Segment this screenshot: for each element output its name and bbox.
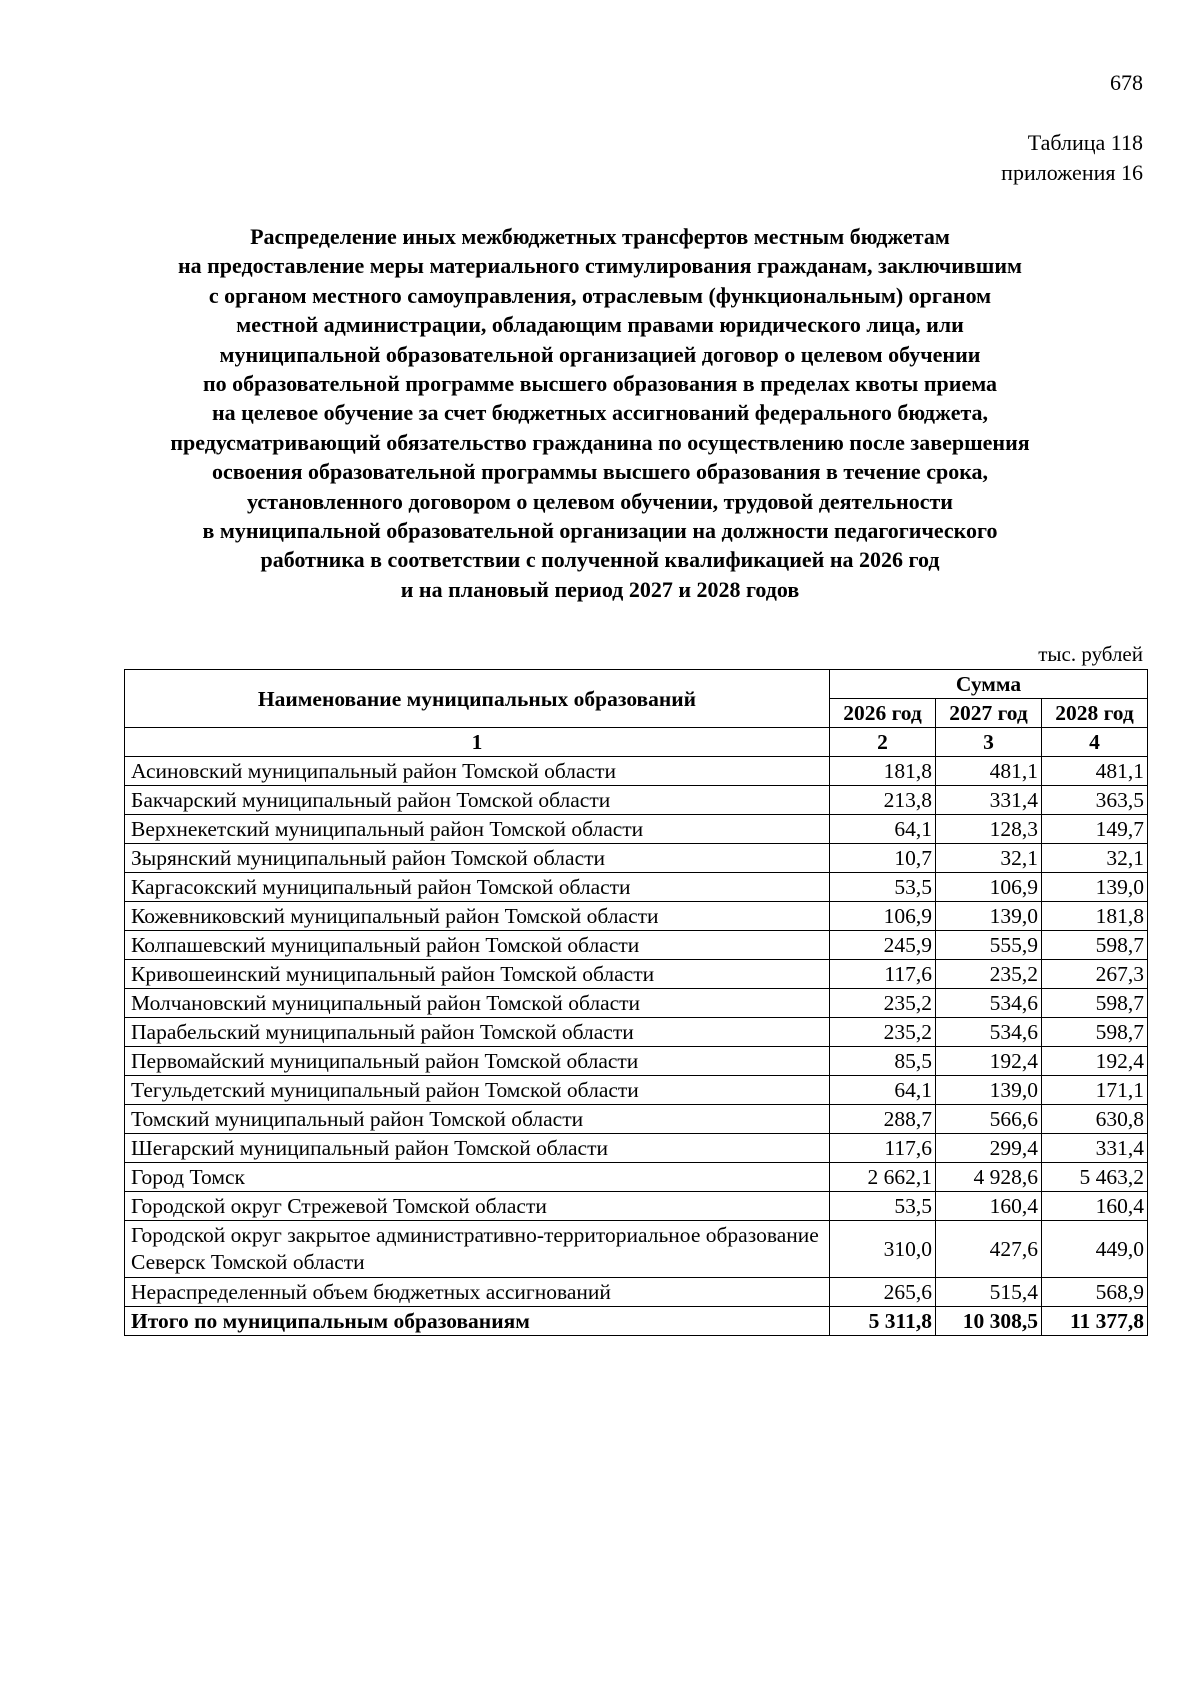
value-2028: 598,7 bbox=[1042, 989, 1148, 1018]
municipality-name: Парабельский муниципальный район Томской области bbox=[125, 1018, 830, 1047]
value-2027: 139,0 bbox=[936, 902, 1042, 931]
table-row bbox=[125, 1105, 1148, 1134]
table-row bbox=[125, 960, 1148, 989]
value-2027: 555,9 bbox=[936, 931, 1042, 960]
value-2028: 160,4 bbox=[1042, 1192, 1148, 1221]
municipality-name: Каргасокский муниципальный район Томской области bbox=[125, 873, 830, 902]
header-year-2027: 2027 год bbox=[936, 699, 1042, 728]
value-2028: 181,8 bbox=[1042, 902, 1148, 931]
total-row bbox=[125, 1307, 1148, 1336]
value-2026: 117,6 bbox=[830, 960, 936, 989]
title-line: на целевое обучение за счет бюджетных ассигнований федерального бюджета, bbox=[211, 400, 989, 426]
table-row bbox=[125, 873, 1148, 902]
value-2027: 299,4 bbox=[936, 1134, 1042, 1163]
value-2027: 534,6 bbox=[936, 989, 1042, 1018]
value-2028: 171,1 bbox=[1042, 1076, 1148, 1105]
value-2026: 235,2 bbox=[830, 1018, 936, 1047]
value-2027: 192,4 bbox=[936, 1047, 1042, 1076]
value-2026: 245,9 bbox=[830, 931, 936, 960]
municipality-name: Город Томск bbox=[125, 1163, 830, 1192]
table-row bbox=[125, 844, 1148, 873]
value-2026: 10,7 bbox=[830, 844, 936, 873]
value-2026: 85,5 bbox=[830, 1047, 936, 1076]
municipality-name: Томский муниципальный район Томской области bbox=[125, 1105, 830, 1134]
table-row bbox=[125, 1018, 1148, 1047]
value-2028: 192,4 bbox=[1042, 1047, 1148, 1076]
value-2027: 128,3 bbox=[936, 815, 1042, 844]
municipality-name: Нераспределенный объем бюджетных ассигнований bbox=[125, 1278, 830, 1307]
table-row bbox=[125, 1278, 1148, 1307]
value-2027: 534,6 bbox=[936, 1018, 1042, 1047]
value-2026: 288,7 bbox=[830, 1105, 936, 1134]
page-number: 678 bbox=[1110, 70, 1143, 95]
table-body bbox=[125, 757, 1148, 1307]
value-2026: 2 662,1 bbox=[830, 1163, 936, 1192]
table-row bbox=[125, 815, 1148, 844]
value-2027: 235,2 bbox=[936, 960, 1042, 989]
value-2026: 213,8 bbox=[830, 786, 936, 815]
title-line: предусматривающий обязательство гражданина по осуществлению после завершения bbox=[170, 429, 1030, 455]
municipality-name: Молчановский муниципальный район Томской области bbox=[125, 989, 830, 1018]
header-municipality: Наименование муниципальных образований bbox=[125, 670, 830, 728]
value-2026: 53,5 bbox=[830, 1192, 936, 1221]
title-line: освоения образовательной программы высшего образования в течение срока, bbox=[211, 459, 989, 485]
column-number: 3 bbox=[936, 728, 1042, 757]
value-2027: 139,0 bbox=[936, 1076, 1042, 1105]
value-2027: 106,9 bbox=[936, 873, 1042, 902]
value-2028: 630,8 bbox=[1042, 1105, 1148, 1134]
title-line: муниципальной образовательной организацией договор о целевом обучении bbox=[219, 341, 981, 367]
value-2026: 235,2 bbox=[830, 989, 936, 1018]
header-year-2026: 2026 год bbox=[830, 699, 936, 728]
value-2028: 598,7 bbox=[1042, 931, 1148, 960]
column-number: 2 bbox=[830, 728, 936, 757]
table-row bbox=[125, 1192, 1148, 1221]
value-2028: 5 463,2 bbox=[1042, 1163, 1148, 1192]
table-row bbox=[125, 1047, 1148, 1076]
units-label: тыс. рублей bbox=[1038, 642, 1143, 666]
column-number: 4 bbox=[1042, 728, 1148, 757]
municipality-name: Асиновский муниципальный район Томской области bbox=[125, 757, 830, 786]
title-line: установленного договором о целевом обучении, трудовой деятельности bbox=[247, 488, 953, 514]
value-2028: 363,5 bbox=[1042, 786, 1148, 815]
table-row bbox=[125, 931, 1148, 960]
table-row bbox=[125, 1163, 1148, 1192]
municipality-name: Кривошеинский муниципальный район Томской области bbox=[125, 960, 830, 989]
municipality-name: Колпашевский муниципальный район Томской области bbox=[125, 931, 830, 960]
municipality-name: Тегульдетский муниципальный район Томской области bbox=[125, 1076, 830, 1105]
value-2026: 265,6 bbox=[830, 1278, 936, 1307]
header-sum: Сумма bbox=[830, 670, 1148, 699]
value-2028: 568,9 bbox=[1042, 1278, 1148, 1307]
total-2026: 5 311,8 bbox=[830, 1307, 936, 1336]
value-2027: 4 928,6 bbox=[936, 1163, 1042, 1192]
table-row bbox=[125, 786, 1148, 815]
value-2026: 117,6 bbox=[830, 1134, 936, 1163]
value-2028: 449,0 bbox=[1042, 1221, 1148, 1278]
value-2028: 32,1 bbox=[1042, 844, 1148, 873]
value-2026: 64,1 bbox=[830, 1076, 936, 1105]
title-line: на предоставление меры материального стимулирования гражданам, заключившим bbox=[177, 253, 1023, 279]
title-line: в муниципальной образовательной организации на должности педагогического bbox=[202, 518, 998, 544]
table-reference bbox=[1001, 128, 1143, 188]
municipality-name: Городской округ Стрежевой Томской области bbox=[125, 1192, 830, 1221]
table-row bbox=[125, 1134, 1148, 1163]
title-line: работника в соответствии с полученной квалификацией на 2026 год bbox=[260, 547, 940, 573]
value-2026: 64,1 bbox=[830, 815, 936, 844]
value-2026: 310,0 bbox=[830, 1221, 936, 1278]
title-line: Распределение иных межбюджетных трансфертов местным бюджетам bbox=[250, 224, 950, 249]
value-2027: 481,1 bbox=[936, 757, 1042, 786]
table-ref-line2: приложения 16 bbox=[1001, 160, 1143, 185]
document-title bbox=[100, 222, 1100, 604]
value-2026: 181,8 bbox=[830, 757, 936, 786]
table-row bbox=[125, 989, 1148, 1018]
municipality-name: Шегарский муниципальный район Томской области bbox=[125, 1134, 830, 1163]
value-2028: 267,3 bbox=[1042, 960, 1148, 989]
value-2026: 53,5 bbox=[830, 873, 936, 902]
value-2027: 427,6 bbox=[936, 1221, 1042, 1278]
header-year-2028: 2028 год bbox=[1042, 699, 1148, 728]
municipality-name: Первомайский муниципальный район Томской области bbox=[125, 1047, 830, 1076]
table-row bbox=[125, 902, 1148, 931]
column-number: 1 bbox=[125, 728, 830, 757]
table-row bbox=[125, 757, 1148, 786]
total-2028: 11 377,8 bbox=[1042, 1307, 1148, 1336]
table-row bbox=[125, 1076, 1148, 1105]
value-2027: 331,4 bbox=[936, 786, 1042, 815]
table-ref-line1: Таблица 118 bbox=[1027, 130, 1143, 155]
table-row bbox=[125, 1221, 1148, 1278]
value-2028: 149,7 bbox=[1042, 815, 1148, 844]
municipality-name: Городской округ закрытое административно-территориальное образование Северск Томской области bbox=[125, 1221, 830, 1278]
total-2027: 10 308,5 bbox=[936, 1307, 1042, 1336]
distribution-table bbox=[124, 669, 1148, 1336]
value-2027: 160,4 bbox=[936, 1192, 1042, 1221]
value-2028: 139,0 bbox=[1042, 873, 1148, 902]
municipality-name: Зырянский муниципальный район Томской области bbox=[125, 844, 830, 873]
value-2028: 331,4 bbox=[1042, 1134, 1148, 1163]
municipality-name: Кожевниковский муниципальный район Томской области bbox=[125, 902, 830, 931]
value-2027: 32,1 bbox=[936, 844, 1042, 873]
total-label: Итого по муниципальным образованиям bbox=[125, 1307, 830, 1336]
value-2027: 515,4 bbox=[936, 1278, 1042, 1307]
municipality-name: Верхнекетский муниципальный район Томской области bbox=[125, 815, 830, 844]
value-2027: 566,6 bbox=[936, 1105, 1042, 1134]
title-line: с органом местного самоуправления, отраслевым (функциональным) органом bbox=[208, 282, 992, 308]
title-line: по образовательной программе высшего образования в пределах квоты приема bbox=[202, 371, 998, 397]
title-line: местной администрации, обладающим правами юридического лица, или bbox=[236, 312, 964, 338]
title-line: и на плановый период 2027 и 2028 годов bbox=[400, 576, 800, 602]
value-2026: 106,9 bbox=[830, 902, 936, 931]
value-2028: 481,1 bbox=[1042, 757, 1148, 786]
value-2028: 598,7 bbox=[1042, 1018, 1148, 1047]
municipality-name: Бакчарский муниципальный район Томской области bbox=[125, 786, 830, 815]
